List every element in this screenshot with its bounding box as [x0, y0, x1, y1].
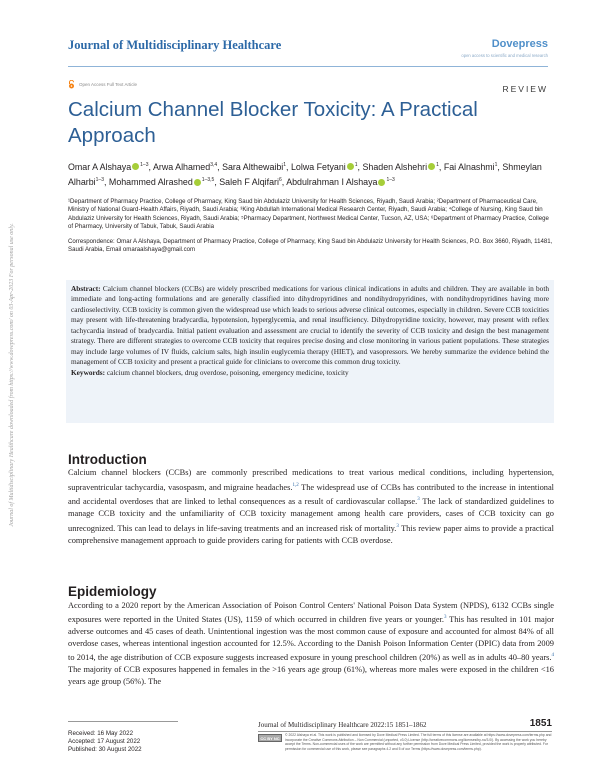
publisher-tagline: open access to scientific and medical research	[461, 53, 548, 58]
open-lock-icon	[68, 80, 75, 89]
author-list: Omar A Alshaya $^{1-3}$, Arwa Alhamed$^{3,4}$, Sara Althewaibi$^1$, Lolwa Fetyani $^1$, Shaden Alshehri $^1$, Fai Alnashmi$^1$, Shmeylan Alharbi$^{1-3}$, Mohammed Alrashed $^{1-3,5}$, Saleh F Alqifari$^6$, Abdulrahman I Alshaya $^{1-3}$	[68, 161, 542, 188]
citation-link[interactable]: 4	[551, 653, 554, 659]
cc-badge-label: CC BY NC	[260, 735, 280, 741]
author-name[interactable]: Shaden Alshehri	[362, 161, 428, 172]
author-name[interactable]: Fai Alnashmi	[443, 161, 495, 172]
journal-name[interactable]: Journal of Multidisciplinary Healthcare	[68, 38, 282, 52]
author-affiliation-sup: 1–3	[140, 162, 149, 168]
citation-link[interactable]: 3	[417, 496, 420, 502]
open-access-badge	[68, 80, 137, 89]
journal-header	[68, 38, 548, 68]
publication-dates	[68, 730, 142, 754]
orcid-icon[interactable]	[194, 179, 201, 186]
footer-divider-left	[68, 721, 178, 722]
creative-commons-icon[interactable]	[258, 734, 282, 742]
published-date: Published: 30 August 2022	[68, 746, 142, 753]
abstract-label: Abstract:	[71, 284, 101, 293]
author-name[interactable]: Arwa Alhamed	[152, 161, 211, 172]
footer-divider-right	[258, 731, 552, 732]
correspondence: Correspondence: Omar A Alshaya, Department of Pharmacy Practice, College of Pharmacy, King Saud bin Abdulaziz University for Health Sciences, P.O. Box 3660, Riyadh, 11481, Saudi Arabia, Email omaraalshaya@gmail.com	[68, 238, 553, 254]
article-title: Calcium Channel Blocker Toxicity: A Practical Approach	[68, 98, 478, 147]
orcid-icon[interactable]	[132, 163, 139, 170]
author-affiliation-sup: 6	[278, 177, 282, 184]
epidemiology-heading: Epidemiology	[68, 584, 157, 599]
header-divider	[68, 66, 548, 67]
received-date: Received: 16 May 2022	[68, 730, 134, 737]
author-affiliation-sup: 1–3	[95, 177, 104, 184]
author-name[interactable]: Lolwa Fetyani	[290, 161, 346, 172]
author-affiliation-sup: 3,4	[210, 162, 218, 168]
license-text: © 2022 Alshaya et al. This work is published and licensed by Dove Medical Press Limited. The full terms of this license are available at https://www.dovepress.com/terms.php and incorporate the Creative Commons Attribution – Non Commercial (unported, v3.0) License (http://creativecommons.org/licenses/by-nc/3.0/). By accessing the work you hereby accept the Terms. Non-commercial uses of the work are permitted without any further permission from Dove Medical Press Limited, provided the work is properly attributed. For permission for commercial use of this work, please see paragraphs 4.2 and 5 of our Terms (https://www.dovepress.com/terms.php).	[285, 733, 552, 751]
author-name[interactable]: Shmeylan Alharbi	[68, 161, 542, 188]
author-affiliation-sup: 1	[354, 162, 358, 168]
sidebar-watermark	[8, 135, 28, 615]
footer-citation: Journal of Multidisciplinary Healthcare 2022:15 1851–1862	[258, 721, 427, 729]
orcid-icon[interactable]	[347, 163, 354, 170]
author-name[interactable]: Mohammed Alrashed	[108, 177, 193, 188]
publisher-logo[interactable]: Dovepress	[491, 38, 548, 50]
author-affiliation-sup: 1	[283, 162, 287, 168]
author-name[interactable]: Sara Althewaibi	[222, 161, 284, 172]
citation-link[interactable]: 3	[396, 523, 399, 529]
author-affiliation-sup: 1–3,5	[201, 177, 215, 184]
author-name[interactable]: Omar A Alshaya	[68, 161, 132, 172]
open-access-label: Open Access Full Text Article	[79, 82, 137, 87]
accepted-date: Accepted: 17 August 2022	[68, 738, 141, 745]
affiliations: ¹Department of Pharmacy Practice, College of Pharmacy, King Saud bin Abdulaziz University for Health Sciences, Riyadh, Saudi Arabia; ²Department of Pharmaceutical Care, Ministry of National Guard-Health Affairs, Riyadh, Saudi Arabia; ³King Abdullah International Medical Research Center, Riyadh, Saudi Arabia; ⁴College of Nursing, King Saud bin Abdulaziz University for Health Sciences, Riyadh, Saudi Arabia; ⁵Pharmacy Department, Northwest Medical Center, Tucson, AZ, USA; ⁶Department of Pharmacy Practice, College of Pharmacy, University of Tabuk, Tabuk, Saudi Arabia	[68, 198, 549, 231]
article-type: REVIEW	[502, 84, 548, 94]
orcid-icon[interactable]	[378, 179, 385, 186]
author-affiliation-sup: 1–3	[386, 177, 395, 184]
citation-link[interactable]: 3	[444, 615, 447, 621]
author-affiliation-sup: 1	[436, 162, 439, 168]
keywords-label: Keywords:	[71, 367, 106, 377]
page-number: 1851	[529, 718, 552, 729]
citation-link[interactable]: 1,2	[292, 482, 299, 488]
download-notice: Journal of Multidisciplinary Healthcare downloaded from https://www.dovepress.com/ on 03-Apr-2023 For personal use only.	[9, 223, 15, 527]
orcid-icon[interactable]	[428, 163, 435, 170]
author-affiliation-sup: 1	[494, 162, 498, 168]
introduction-paragraph: Calcium channel blockers (CCBs) are commonly prescribed medications to treat various medical conditions, including hypertension, supraventricular tachycardia, vasospasm, and migraine headaches.$^{1,2}$ The widespread use of CCBs has contributed to the increase in intentional and accidental overdoses that are linked to lethal consequences as a result of cardiovascular collapse.$^3$ The lack of standardized guidelines to manage CCB toxicity and the unfamiliarity of CCB toxicity management among health care providers, cases of CCB toxicity can go unrecognized. This can lead to delays in life-saving treatments and an increased risk of mortality.$^3$ This review paper aims to provide a practical comprehensive management approach to guide providers caring for patients with CCB overdose.	[68, 468, 554, 546]
author-name[interactable]: Saleh F Alqifari	[219, 177, 279, 188]
keywords-text: calcium channel blockers, drug overdose, poisoning, emergency medicine, toxicity	[106, 367, 349, 377]
introduction-heading: Introduction	[68, 452, 147, 467]
abstract-text: Calcium channel blockers (CCBs) are widely prescribed medications for various clinical indications in adults and children. They are available in both immediate and long-acting formulations and are generally classified into dihydropyridines and nondihydropyridines, with nondihydropyridines having more cardioselectivity. CCB toxicity is common given the widespread use which leads to serious adverse clinical outcomes, especially in children. Severe CCB toxicities may present with life-threatening bradycardia, hypotension, hyperglycemia, and renal insufficiency. Dihydropyridine toxicity, however, may present with reflex tachycardia instead of bradycardia. Initial patient evaluation and assessment are crucial to identify the severity of CCB toxicity and design the best management strategy. There are different strategies to overcome CCB toxicity that requires precise dosing and close monitoring in various patient populations. These strategies may include large volumes of IV fluids, calcium salts, high insulin euglycemia therapy (HIET), and vasopressors. We hereby summarize the evidence behind the management of CCB toxicity and present a practical guide for clinicians to overcome this common drug toxicity.	[71, 284, 550, 367]
epidemiology-paragraph: According to a 2020 report by the American Association of Poison Control Centers' National Poison Data System (NPDS), 6132 CCBs single exposures were reported in the United States (US), 1159 of which occurred in children five years or younger.$^3$ This has resulted in 101 major adverse outcomes and 45 cases of death. Unintentional ingestion was the most common cause of exposure and accounted for almost 84% of all overdose cases, whereas intentional ingestion accounted for 12.5%. According to the Danish Poison Information Center (DPIC) data from 2009 to 2014, the age distribution of CCB exposure suggests increased exposure in young preschool children (20%) as well as in adults 40–80 years.$^4$ The majority of CCB exposures happened in females in the >16 years age group (61%), whereas more males were exposed in the children <16 years age group (56%). The	[68, 601, 554, 687]
author-name[interactable]: Abdulrahman I Alshaya	[286, 177, 378, 188]
abstract-box	[66, 280, 554, 423]
